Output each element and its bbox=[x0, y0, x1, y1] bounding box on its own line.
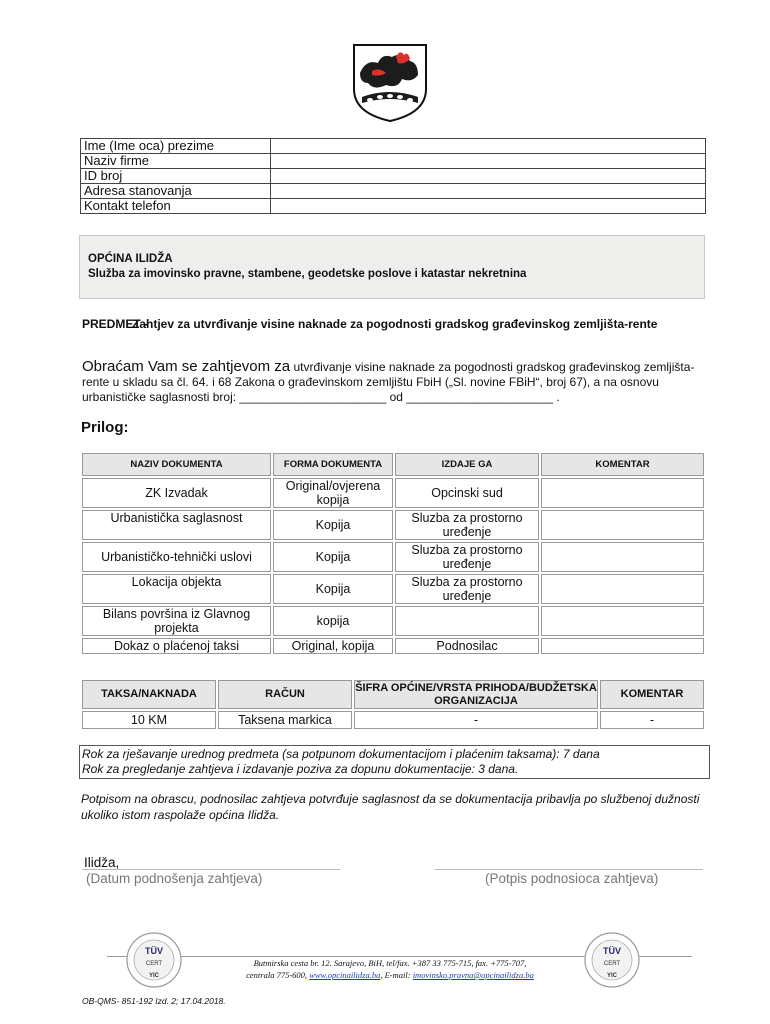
date-caption: (Datum podnošenja zahtjeva) bbox=[86, 871, 263, 886]
fees-header bbox=[82, 680, 704, 709]
table-row bbox=[82, 574, 704, 604]
doc-issuer: Sluzba za prostorno uređenje bbox=[395, 542, 539, 572]
field-value-company[interactable] bbox=[271, 154, 706, 169]
email-link[interactable]: imovinsko.pravna@opcinailidza.ba bbox=[412, 970, 534, 980]
place-label: Ilidža, bbox=[84, 855, 120, 870]
doc-comment[interactable] bbox=[541, 606, 704, 636]
field-value-name[interactable] bbox=[271, 139, 706, 154]
header-fee: TAKSA/NAKNADA bbox=[82, 680, 216, 709]
deadline-line-2: Rok za pregledanje zahtjeva i izdavanje poziva za dopunu dokumentacije: 3 dana. bbox=[82, 762, 519, 776]
applicant-row bbox=[81, 139, 706, 154]
applicant-row bbox=[81, 184, 706, 199]
badge-brand: TÜV bbox=[603, 946, 621, 956]
fee-account: Taksena markica bbox=[218, 711, 352, 729]
email-prefix: , E-mail: bbox=[380, 970, 413, 980]
doc-form: Original/ovjerena kopija bbox=[273, 478, 393, 508]
doc-name: Bilans površina iz Glavnog projekta bbox=[82, 606, 271, 636]
doc-comment[interactable] bbox=[541, 638, 704, 654]
subject-label: PREDMET - bbox=[82, 317, 148, 331]
doc-form: Kopija bbox=[273, 510, 393, 540]
field-value-address[interactable] bbox=[271, 184, 706, 199]
doc-name: Urbanističko-tehnički uslovi bbox=[82, 542, 271, 572]
doc-form: Kopija bbox=[273, 574, 393, 604]
field-label-company: Naziv firme bbox=[81, 154, 271, 169]
field-value-phone[interactable] bbox=[271, 199, 706, 214]
table-row bbox=[82, 711, 704, 729]
applicant-row bbox=[81, 199, 706, 214]
badge-cert: CERT bbox=[603, 961, 621, 967]
table-row bbox=[82, 478, 704, 508]
header-issuer: IZDAJE GA bbox=[395, 453, 539, 476]
attachments-header bbox=[82, 453, 704, 476]
signature-field-line[interactable] bbox=[435, 869, 703, 870]
header-code: ŠIFRA OPĆINE/VRSTA PRIHODA/BUDŽETSKA ORGANIZACIJA bbox=[354, 680, 598, 709]
table-row bbox=[82, 510, 704, 540]
document-reference: OB-QMS- 851-192 Izd. 2; 17.04.2018. bbox=[82, 996, 226, 1006]
request-paragraph bbox=[82, 359, 707, 405]
badge-brand: TÜV bbox=[145, 946, 163, 956]
deadlines-box bbox=[79, 745, 710, 779]
applicant-row bbox=[81, 169, 706, 184]
attachments-table bbox=[80, 451, 706, 656]
attachments-title: Prilog: bbox=[81, 419, 129, 436]
address-prefix: centrala 775-600, bbox=[246, 970, 310, 980]
fee-code: - bbox=[354, 711, 598, 729]
field-label-address: Adresa stanovanja bbox=[81, 184, 271, 199]
doc-name: ZK Izvadak bbox=[82, 478, 271, 508]
doc-comment[interactable] bbox=[541, 542, 704, 572]
table-row bbox=[82, 542, 704, 572]
office-name: OPĆINA ILIDŽA bbox=[88, 253, 173, 265]
website-link[interactable]: www.opcinailidza.ba bbox=[309, 970, 381, 980]
doc-comment[interactable] bbox=[541, 478, 704, 508]
badge-org: YIC bbox=[606, 973, 618, 979]
doc-name: Dokaz o plaćenoj taksi bbox=[82, 638, 271, 654]
header-fee-comment: KOMENTAR bbox=[600, 680, 704, 709]
doc-form: kopija bbox=[273, 606, 393, 636]
date-field-line[interactable] bbox=[82, 869, 340, 870]
office-box bbox=[79, 235, 705, 299]
fees-table bbox=[80, 678, 706, 731]
deadline-line-1: Rok za rješavanje urednog predmeta (sa potpunom dokumentacijom i plaćenim taksama): 7 dana bbox=[82, 747, 600, 761]
footer-address bbox=[170, 957, 610, 981]
signature-caption: (Potpis podnosioca zahtjeva) bbox=[485, 871, 659, 886]
doc-form: Kopija bbox=[273, 542, 393, 572]
signature-note: Potpisom na obrascu, podnosilac zahtjeva potvrđuje saglasnost da se dokumentacija pribavlja po službenoj dužnosti ukoliko istom raspolaže općina Ilidža. bbox=[81, 792, 700, 822]
field-value-id[interactable] bbox=[271, 169, 706, 184]
doc-form: Original, kopija bbox=[273, 638, 393, 654]
doc-issuer: Sluzba za prostorno uređenje bbox=[395, 510, 539, 540]
applicant-info-table bbox=[80, 138, 706, 214]
badge-cert: CERT bbox=[145, 961, 163, 967]
paragraph-body: utvrđivanje visine naknade za pogodnosti gradskog građevinskog zemljišta-rente u skladu sa čl. 64. i 68 Zakona o građevinskom zemljištu FbiH („Sl. novine FBiH“, broj 67), a na osnovu urbanističke saglasnosti broj: ______________________ od ______________________ . bbox=[82, 360, 695, 404]
doc-comment[interactable] bbox=[541, 510, 704, 540]
doc-name: Lokacija objekta bbox=[82, 574, 271, 604]
field-label-name: Ime (Ime oca) prezime bbox=[81, 139, 271, 154]
doc-name: Urbanistička saglasnost bbox=[82, 510, 271, 540]
header-account: RAČUN bbox=[218, 680, 352, 709]
paragraph-lead: Obraćam Vam se zahtjevom za bbox=[82, 358, 291, 375]
field-label-id: ID broj bbox=[81, 169, 271, 184]
coat-of-arms-icon bbox=[352, 43, 428, 123]
badge-org: YIC bbox=[148, 973, 160, 979]
fee-comment: - bbox=[600, 711, 704, 729]
table-row bbox=[82, 606, 704, 636]
subject-text: Zahtjev za utvrđivanje visine naknade za pogodnosti gradskog građevinskog zemljišta-rente bbox=[132, 317, 658, 331]
fee-amount: 10 KM bbox=[82, 711, 216, 729]
header-document-name: NAZIV DOKUMENTA bbox=[82, 453, 271, 476]
doc-issuer: Podnosilac bbox=[395, 638, 539, 654]
address-line-2 bbox=[170, 969, 610, 981]
address-line-1: Butmirska cesta br. 12. Sarajevo, BiH, tel/fax. +387 33 775-715, fax. +775-707, bbox=[253, 958, 527, 968]
header-document-form: FORMA DOKUMENTA bbox=[273, 453, 393, 476]
doc-comment[interactable] bbox=[541, 574, 704, 604]
office-service: Služba za imovinsko pravne, stambene, geodetske poslove i katastar nekretnina bbox=[88, 268, 527, 280]
header-comment: KOMENTAR bbox=[541, 453, 704, 476]
doc-issuer: Sluzba za prostorno uređenje bbox=[395, 574, 539, 604]
doc-issuer: Opcinski sud bbox=[395, 478, 539, 508]
applicant-row bbox=[81, 154, 706, 169]
field-label-phone: Kontakt telefon bbox=[81, 199, 271, 214]
doc-issuer bbox=[395, 606, 539, 636]
table-row bbox=[82, 638, 704, 654]
